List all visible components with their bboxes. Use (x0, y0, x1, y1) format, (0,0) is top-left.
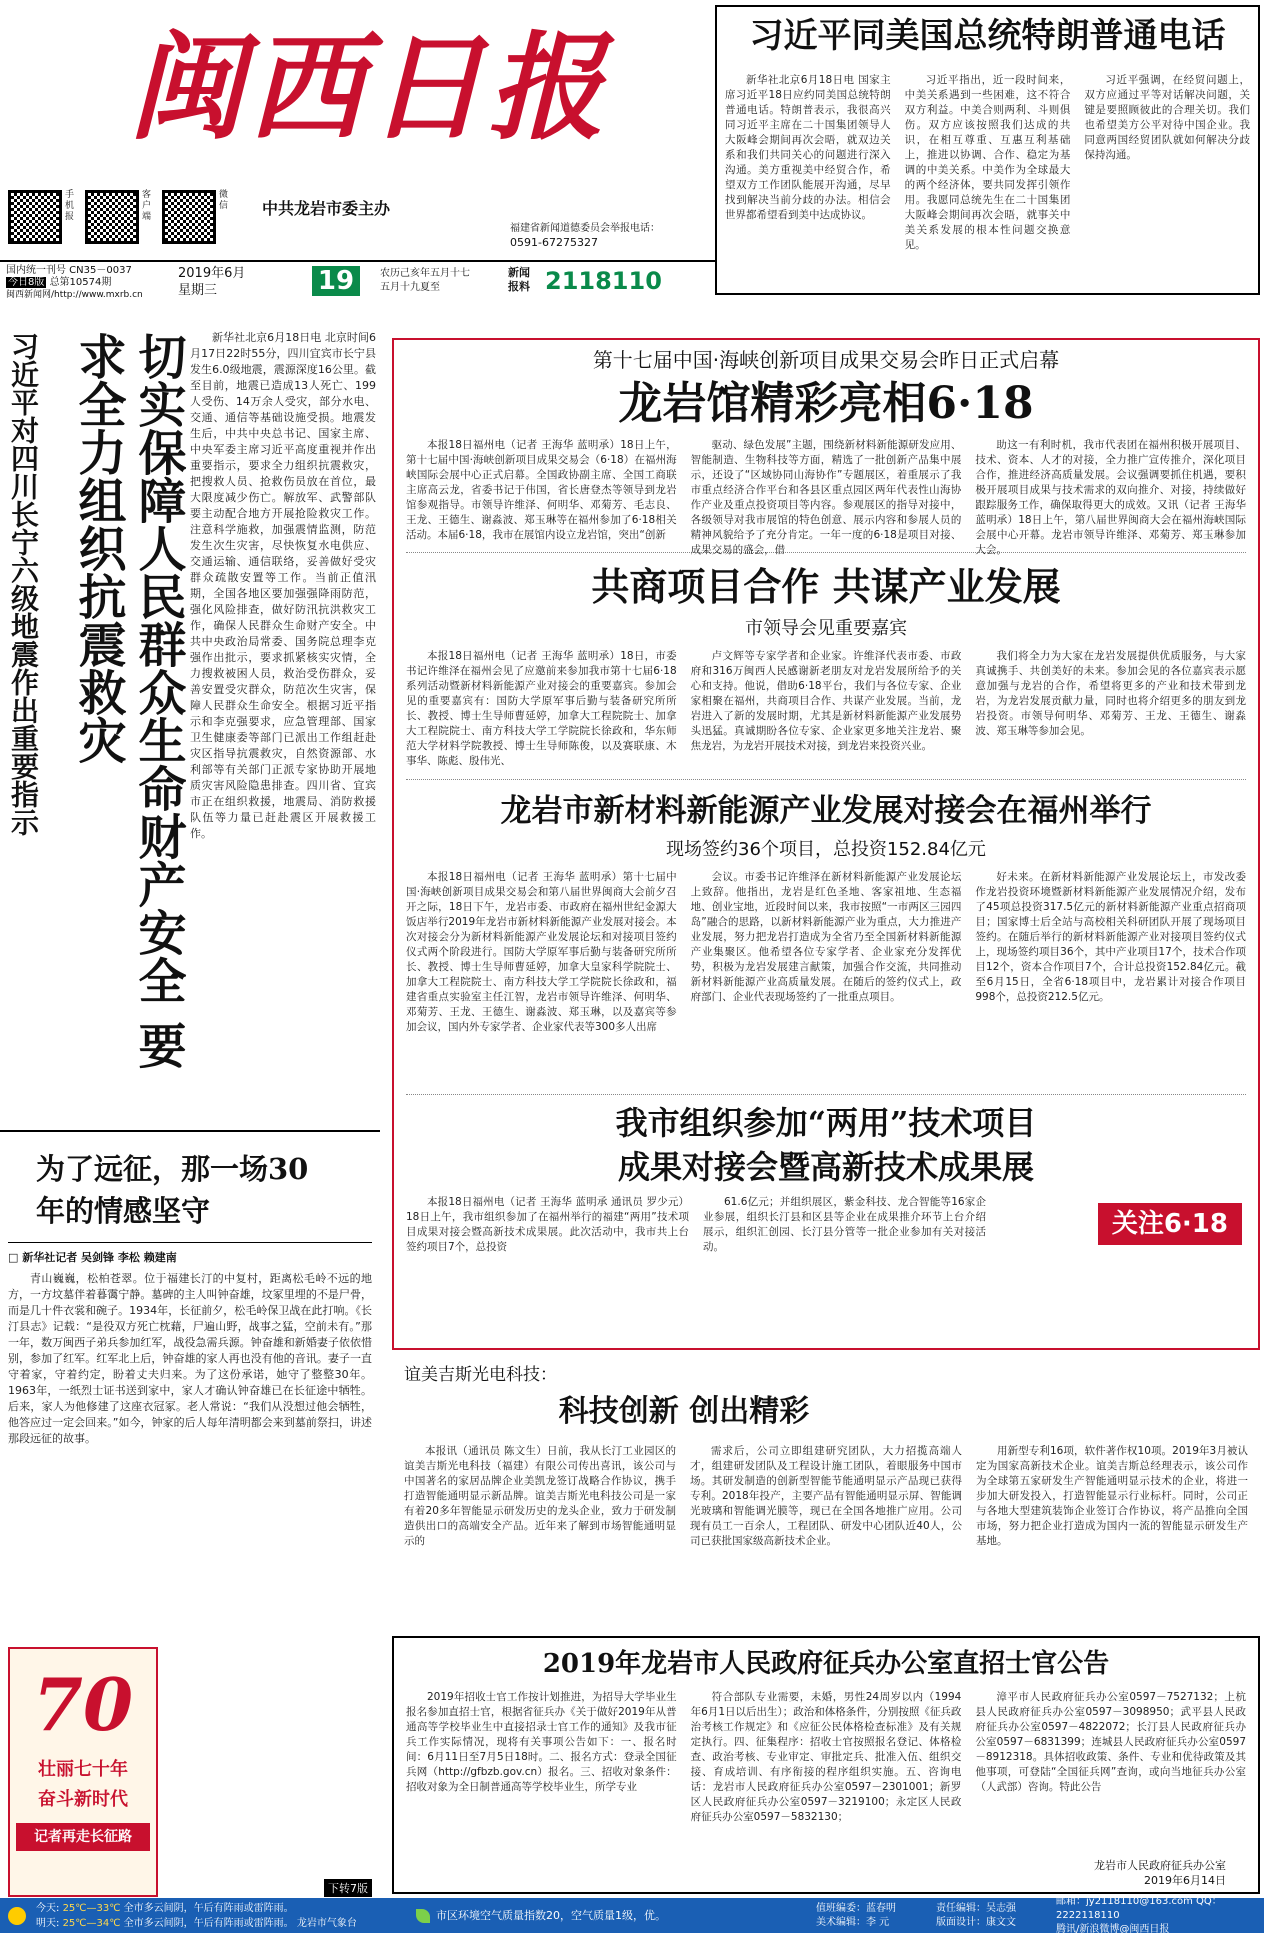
cn-code: 国内统一刊号 CN35－0037 (6, 265, 132, 276)
anniversary-number: 70 (32, 1662, 134, 1747)
focus-story-2-col: 我们将全力为大家在龙岩发展提供优质服务，与大家真诚携手、共创美好的未来。参加会见的各位嘉宾表示愿意加强与龙岩的合作，希望将更多的产业和技术带到龙岩，为龙岩发展贡献力量，同时也将介绍更多的朋友到龙岩投资。市领导何明华、邓菊芳、王龙、王德生、谢淼波、郑玉琳等参加会见。 (975, 650, 1247, 737)
top-story-col: 新华社北京6月18日电 国家主席习近平18日应约同美国总统特朗普通电话。特朗普表示，我很高兴同习近平主席在二十国集团领导人大阪峰会期间再次会晤，就双边关系和我们共同关心的问题进行深入沟通。美方重视美中经贸合作，希望双方工作团队能展开沟通，尽早找到解决当前分歧的办法。相信会世界都希望看到美中达成协议。 (725, 74, 891, 221)
focus-story-2-col: 卢文辉等专家学者和企业家。许维泽代表市委、市政府和316万闽西人民感谢新老朋友对龙岩发展所给予的关心和支持。他说，借助6·18平台，我们与各位专家、企业家相聚在福州，共商项目合作、共谋产业发展。当前，龙岩进入了新的发展时期，尤其是新材料新能源产业发展势头迅猛。真诚期盼各位专家、企业家更多地关注龙岩、聚焦龙岩，为龙岩开展技术对接，到龙岩来投资兴业。 (690, 650, 962, 752)
qr-code-icon[interactable] (8, 190, 62, 244)
weather-today-temp: 25℃—33℃ (62, 1902, 121, 1914)
logo-text: 壮丽七十年 (38, 1759, 128, 1780)
focus-story-3-headline[interactable]: 龙岩市新材料新能源产业发展对接会在福州举行 (500, 793, 1152, 829)
anticorruption-hotline: 福建省新闻道德委员会举报电话： 0591-67275327 (510, 223, 660, 249)
contact-weibo[interactable]: 腾讯/新浪微博@闽西日报 (1056, 1923, 1170, 1935)
qr-label: 微信 (219, 190, 229, 211)
masthead-info-bar (0, 260, 715, 300)
focus-618-box (392, 338, 1260, 1350)
focus-story-4-col: 61.6亿元；并组织展区，紫金科技、龙合智能等16家企业参展，组织长汀县和区县等企业在成果推介环节上台介绍展示，组织汇创园、长汀县分管等一批企业参加有关对接活动。 (703, 1196, 986, 1253)
footer-bar (0, 1895, 1264, 1935)
logo-text: 记者再走长征路 (16, 1823, 150, 1851)
top-story (715, 5, 1260, 295)
editor-credit: 版面设计：康文文 (936, 1916, 1016, 1928)
tech-story-kicker: 谊美吉斯光电科技： (404, 1365, 557, 1385)
feature-story (0, 1130, 380, 1895)
editor-credit: 值班编委：蓝春明 (816, 1902, 896, 1914)
tech-story-col: 需求后，公司立即组建研究团队，大力招揽高端人才，组建研发团队及工程设计施工团队，着眼服务中国市场。其研发制造的创新型智能节能通明显示产品现已获得专利。2018年投产，主要产品有智能通明显示屏、智能调光玻璃和智能调光膜等，现已在全国各地推广应用。公司现有员工一百余人，工程团队、研发中心团队近40人，公司已获批国家级高新技术企业。 (690, 1445, 962, 1547)
top-story-col: 习近平强调，在经贸问题上，双方应通过平等对话解决问题，关键是要照顾彼此的合理关切。我们也希望美方公平对待中国企业。我同意两国经贸团队就如何解决分歧保持沟通。 (1084, 74, 1251, 161)
recruit-col: 漳平市人民政府征兵办公室0597－7527132；上杭县人民政府征兵办公室0597－3098950；武平县人民政府征兵办公室0597－4822072；长汀县人民政府征兵办公室0597－6831399；连城县人民政府征兵办公室0597－8912318。具体招收政策、条件、专业和优待政策及其他事项，可登陆“全国征兵网”查询，或向当地征兵办公室（人武部）咨询。特此公告 (975, 1691, 1247, 1793)
weather-tomorrow-desc: 全市多云间阴，午后有阵雨或雷阵雨。 (123, 1917, 294, 1929)
page-count: 今日8版 (8, 277, 45, 288)
recruit-notice (392, 1636, 1260, 1894)
focus-story-3-col: 本报18日福州电（记者 王海华 蓝明承）第十七届中国·海峡创新项目成果交易会和第八届世界闽商大会前夕召开之际，18日下午，龙岩市委、市政府在福州世纪金源大饭店举行2019年龙岩市新材料新能源产业发展对接会。本次对接会分为新材料新能源产业发展论坛和对接项目签约仪式两个阶段进行。国防大学原军事后勤与装备研究所所长、教授、博士生导师曹延婷，加拿大皇家科学院院士、加拿大工程院院士、南方科技大学工学院院长徐政和，福建省重点实验室主任江智，龙岩市领导许维泽、何明华、邓菊芳、王龙、王德生、谢淼波、郑玉琳，以及嘉宾等参加会议，国内外专家学者、企业家代表等300多人出席 (406, 871, 677, 1033)
recruit-headline[interactable]: 2019年龙岩市人民政府征兵办公室直招士官公告 (542, 1649, 1110, 1679)
sponsor: 中共龙岩市委主办 (262, 199, 391, 218)
qr-code-icon[interactable] (85, 190, 139, 244)
recruit-date: 2019年6月14日 (1144, 1874, 1226, 1887)
focus-618-tag[interactable]: 关注6·18 (1098, 1203, 1242, 1245)
focus-story-4-headline-2[interactable]: 成果对接会暨高新技术成果展 (617, 1148, 1034, 1186)
recruit-col: 符合部队专业需要，未婚，男性24周岁以内（1994年6月1日以后出生）；政治和体格条件，分别按照《征兵政治考核工作规定》和《应征公民体格检查标准》及有关规定执行。四、征集程序：招收士官按照报名登记、体格检查、政治考核、专业审定、审批定兵、批准入伍、组织交接、育成培训、有序衔接的程序组织实施。五、咨询电话：龙岩市人民政府征兵办公室0597－2301001；新罗区人民政府征兵办公室0597－3219100；永定区人民政府征兵办公室0597－5832130； (690, 1691, 962, 1823)
focus-story-1-kicker: 第十七届中国·海峡创新项目成果交易会昨日正式启幕 (592, 348, 1060, 372)
focus-story-3-subhead: 现场签约36个项目，总投资152.84亿元 (666, 839, 986, 860)
focus-story-4 (406, 1101, 1246, 1251)
contact (1056, 1895, 1256, 1937)
qr-label: 客户端 (142, 190, 152, 222)
tech-story-col: 用新型专利16项，软件著作权10项。2019年3月被认定为国家高新技术企业。谊美吉斯总经理表示，该公司作为全球第五家研发生产智能通明显示技术的企业，将进一步加大研发投入，打造智能显示行业标杆。同时，公司正与各地大型建筑装饰企业签订合作协议，将产品推向全国市场，努力把企业打造成为国内一流的智能显示研发生产基地。 (976, 1445, 1248, 1547)
weather-tomorrow-label: 明天: (36, 1917, 60, 1929)
weather-tomorrow-temp: 25℃—34℃ (62, 1917, 121, 1929)
tech-story-headline[interactable]: 科技创新 创出精彩 (558, 1394, 810, 1429)
editors (816, 1902, 1056, 1930)
focus-story-1-col: 助这一有利时机，我市代表团在福州积极开展项目、技术、资本、人才的对接，全力推广宣传推介，深化项目合作，推进经济高质量发展。会议强调要抓住机遇，要积极开展项目成果与技术需求的双向推介、对接，持续做好跟踪服务工作，确保取得更大的成效。又讯（记者 王海华 蓝明承）18日上午，第八届世界闽商大会在福州海峡国际会展中心开幕。龙岩市领导许维泽、邓菊芳、郑玉琳参加大会。 (975, 439, 1247, 556)
focus-story-2-headline[interactable]: 共商项目合作 共谋产业发展 (591, 564, 1061, 609)
focus-story-1-col: 本报18日福州电（记者 王海华 蓝明承）18日上午，第十七届中国·海峡创新项目成果交易会（6·18）在福州海峡国际会展中心正式启幕。全国政协副主席、全国工商联主席高云龙，省委书记于伟国，省长唐登杰等领导到龙岩馆参观指导。市领导许维泽、何明华、邓菊芳、毛志良、王龙、王德生、谢淼波、郑玉琳等在福州参加了6·18相关活动。本届6·18，我市在展馆内设立龙岩馆，突出“创新 (406, 439, 677, 541)
left-story-kicker: 习近平对四川长宁六级地震作出重要指示 (7, 332, 40, 836)
focus-story-2-col: 本报18日福州电（记者 王海华 蓝明承）18日，市委书记许维泽在福州会见了应邀前来参加我市第十七届6·18系列活动暨新材料新能源产业对接会的重要嘉宾。参加会见的重要嘉宾有：国防大学原军事后勤与装备研究所所长、教授、博士生导师曹延婷，加拿大工程院院士、加拿大工程院院士、南方科技大学工学院院长徐政和，华东师范大学材料学院教授、博士生导师陈俊，以及赛联康、木事华、陈彪、殷伟光、 (406, 650, 677, 767)
news-hotline[interactable]: 2118110 (545, 267, 662, 295)
contact-email[interactable]: 邮箱：jy2118110@163.com (1056, 1895, 1193, 1907)
focus-story-3-col: 好未来。在新材料新能源产业发展论坛上，市发改委作龙岩投资环境暨新材料新能源产业发展情况介绍，发布了45项总投资317.5亿元的新材料新能源产业重点招商项目；国家博士后全站与高校相关科研团队开展了现场项目签约。在随后举行的新材料新能源产业对接项目签约仪式上，现场签约项目36个，其中产业项目17个，技术合作项目12个，资本合作项目7个，合计总投资152.84亿元。截至6月15日，全省6·18项目中，龙岩累计对接合作项目998个，总投资212.5亿元。 (975, 871, 1247, 1003)
issue-date: 2019年6月 (178, 266, 246, 281)
website-link[interactable]: 闽西新闻网/http://www.mxrb.cn (6, 290, 143, 300)
top-story-headline[interactable]: 习近平同美国总统特朗普通电话 (749, 16, 1226, 56)
left-story (0, 330, 380, 1115)
top-story-col: 习近平指出，近一段时间来，中美关系遇到一些困难，这不符合双方利益。中美合则两利、斗则俱伤。双方应该按照我们达成的共识，在相互尊重、互惠互利基础上，推进以协调、合作、稳定为基调的中美关系。中美作为全球最大的两个经济体，要共同发挥引领作用。我愿同总统先生在二十国集团大阪峰会期间再次会晤，就事关中美关系发展的根本性问题交换意见。 (904, 74, 1071, 251)
weather-today-desc: 全市多云间阴，午后有阵雨或雷阵雨。 (123, 1902, 294, 1914)
focus-story-2 (406, 559, 1246, 773)
solar-term: 五月十九夏至 (380, 282, 440, 293)
focus-story-1-col: 驱动、绿色发展”主题，围绕新材料新能源研发应用、智能制造、生物科技等方面，精选了一批创新产品集中展示，还设了“区域协同山海协作”专题展区，着重展示了我市重点经济合作平台和各县区重点园区两年代表性山海协作产业及重点投资项目等内容。参观展区的指导对接中，各级领导对我市展馆的特色创意、展示内容和参展人员的精神风貌给予了充分肯定。一年一度的6·18是项目对接、成果交易的盛会，借 (690, 439, 962, 556)
feature-byline: □ 新华社记者 吴剑锋 李松 赖建南 (8, 1242, 372, 1265)
masthead (0, 0, 715, 300)
focus-story-3-col: 会议。市委书记许维泽在新材料新能源产业发展论坛上致辞。他指出，龙岩是红色圣地、客家祖地、生态福地、创业宝地，近段时间以来，我市按照“一市两区三园四岛”融合的思路，以新材料新能源产业为重点，大力推进产业发展，努力把龙岩打造成为全省乃至全国新材料新能源产业集聚区。他希望各位专家学者、企业家充分发挥优势，积极为龙岩发展建言献策，加强合作交流，共同推动新材料新能源产业高质量发展。在随后的签约仪式上，政府部门、企业代表现场签约了一批重点项目。 (690, 871, 962, 1003)
focus-story-2-subhead: 市领导会见重要嘉宾 (745, 618, 907, 639)
qr-label: 手机报 (65, 190, 75, 222)
day-number: 19 (312, 266, 360, 296)
tech-story-col: 本报讯（通讯员 陈文生）日前，我从长汀工业园区的谊美吉斯光电科技（福建）有限公司传出喜讯，该公司与中国著名的家居品牌企业美凯龙签订战略合作协议，携手打造智能通明显示新品牌。谊美吉斯光电科技公司是一家有着20多年智能显示研发历史的龙头企业，致力于研发制造供出口的高端安全产品。近年来了解到市场智能通明显示的 (404, 1445, 676, 1547)
weather-block (36, 1901, 416, 1931)
left-story-body: 新华社北京6月18日电 北京时间6月17日22时55分，四川宜宾市长宁县发生6.0级地震，震源深度16公里。截至目前，地震已造成13人死亡、199人受伤、14万余人受灾，部分水电、交通、通信等基础设施受损。地震发生后，中共中央总书记、国家主席、中央军委主席习近平高度重视并作出重要指示，要求全力组织抗震救灾，把搜救人员、抢救伤员放在首位，最大限度减少伤亡。解放军、武警部队要主动配合地方开展抢险救灾工作。注意科学施救，加强震情监测，防范发生次生灾害，尽快恢复水电供应、交通运输、通信联络，妥善做好受灾群众疏散安置等工作。当前正值汛期，全国各地区要加强强降雨防范，强化风险排查，做好防汛抗洪救灾工作，确保人民群众生命财产安全。中共中央政治局常委、国务院总理李克强作出批示，要求抓紧核实灾情，全力搜救被困人员，救治受伤群众，妥善安置受灾群众，防范次生灾害，保障人民群众生命安全。根据习近平指示和李克强要求，应急管理部、国家卫生健康委等部门已派出工作组赶赴灾区指导抗震救灾，自然资源部、水利部等有关部门正派专家协助开展地质灾害风险隐患排查。四川省、宜宾市正在组织救援，地震局、消防救援队伍等力量已赶赴震区开展救援工作。 (190, 331, 376, 840)
tech-story (392, 1358, 1260, 1628)
news-hotline-label: 新闻报料 (508, 266, 530, 293)
newspaper-logo: 闽西日报 (128, 20, 608, 156)
feature-headline[interactable]: 为了远征，那一场30年的情感坚守 (36, 1152, 309, 1228)
focus-story-4-headline[interactable]: 我市组织参加“两用”技术项目 (615, 1104, 1037, 1142)
issue-number: 总第10574期 (49, 277, 112, 288)
contact-qq[interactable]: QQ：2222118110 (1056, 1895, 1222, 1921)
left-story-headline[interactable]: 切实保障人民群众生命财产安全 要求全力组织抗震救灾 (70, 332, 186, 1069)
focus-story-1 (406, 346, 1247, 556)
weather-icon (8, 1907, 26, 1925)
lunar-date: 农历己亥年五月十七 (380, 268, 470, 279)
jump-link[interactable]: 下转7版 (324, 1879, 372, 1897)
leaf-icon (416, 1909, 430, 1923)
focus-story-4-col: 本报18日福州电（记者 王海华 蓝明承 通讯员 罗少元）18日上午，我市组织参加了在福州举行的福建“两用”技术项目成果对接会暨高新技术成果展。此次活动中，我市共上台签约项目7个，总投资 (406, 1196, 689, 1253)
weather-source: 龙岩市气象台 (296, 1917, 357, 1929)
qr-code-icon[interactable] (162, 190, 216, 244)
focus-story-1-headline[interactable]: 龙岩馆精彩亮相6·18 (618, 378, 1034, 429)
weekday: 星期三 (178, 283, 218, 298)
feature-body: 青山巍巍，松柏苍翠。位于福建长汀的中复村，距离松毛岭不远的地方，一方坟墓伴着暮霭宁静。墓碑的主人叫钟奋雄，坟冢里埋的不是尸骨，而是几十件衣裳和碗子。1934年，长征前夕，松毛岭保卫战在此打响。《长汀县志》记载：“是役双方死亡枕藉，尸遍山野，战事之猛，空前未有。”那一年，数万闽西子弟兵参加红军，战役急需兵源。钟奋雄和新婚妻子依依惜别，参加了红军。红军北上后，钟奋雄的家人再也没有他的音讯。妻子一直守着家，守着约定，盼着丈夫归来。为了这份承诺，她守了整整30年。1963年，一纸烈士证书送到家中，家人才确认钟奋雄已在长征途中牺牲。后来，家人为他修建了这座衣冠冢。老人常说：“我们从没想过他会牺牲，他答应过一定会回来。”如今，钟家的后人每年清明都会来到墓前祭扫，讲述那段远征的故事。 (8, 1272, 372, 1445)
editor-credit: 责任编辑：吴志强 (936, 1902, 1016, 1914)
focus-story-3 (406, 786, 1246, 1088)
recruit-signature: 龙岩市人民政府征兵办公室 (1094, 1859, 1226, 1872)
recruit-col: 2019年招收士官工作按计划推进，为招导大学毕业生报名参加直招士官，根据省征兵办《关于做好2019年从普通高等学校毕业生中直接招录士官工作的通知》及我市征兵工作实际情况，现将有关事项公告如下：一、报名时间：6月11日至7月5日18时。二、报名方式：登录全国征兵网（http://gfbzb.gov.cn）报名。三、招收对象条件：招收对象为全日制普通高等学校毕业生，所学专业 (406, 1691, 677, 1793)
qr-codes (8, 190, 231, 244)
logo-text: 奋斗新时代 (38, 1789, 128, 1810)
air-quality: 市区环境空气质量指数20，空气质量1级，优。 (436, 1908, 666, 1922)
editor-credit: 美术编辑：李 元 (816, 1916, 890, 1928)
anniversary-logo (8, 1647, 158, 1897)
weather-today-label: 今天: (36, 1902, 60, 1914)
